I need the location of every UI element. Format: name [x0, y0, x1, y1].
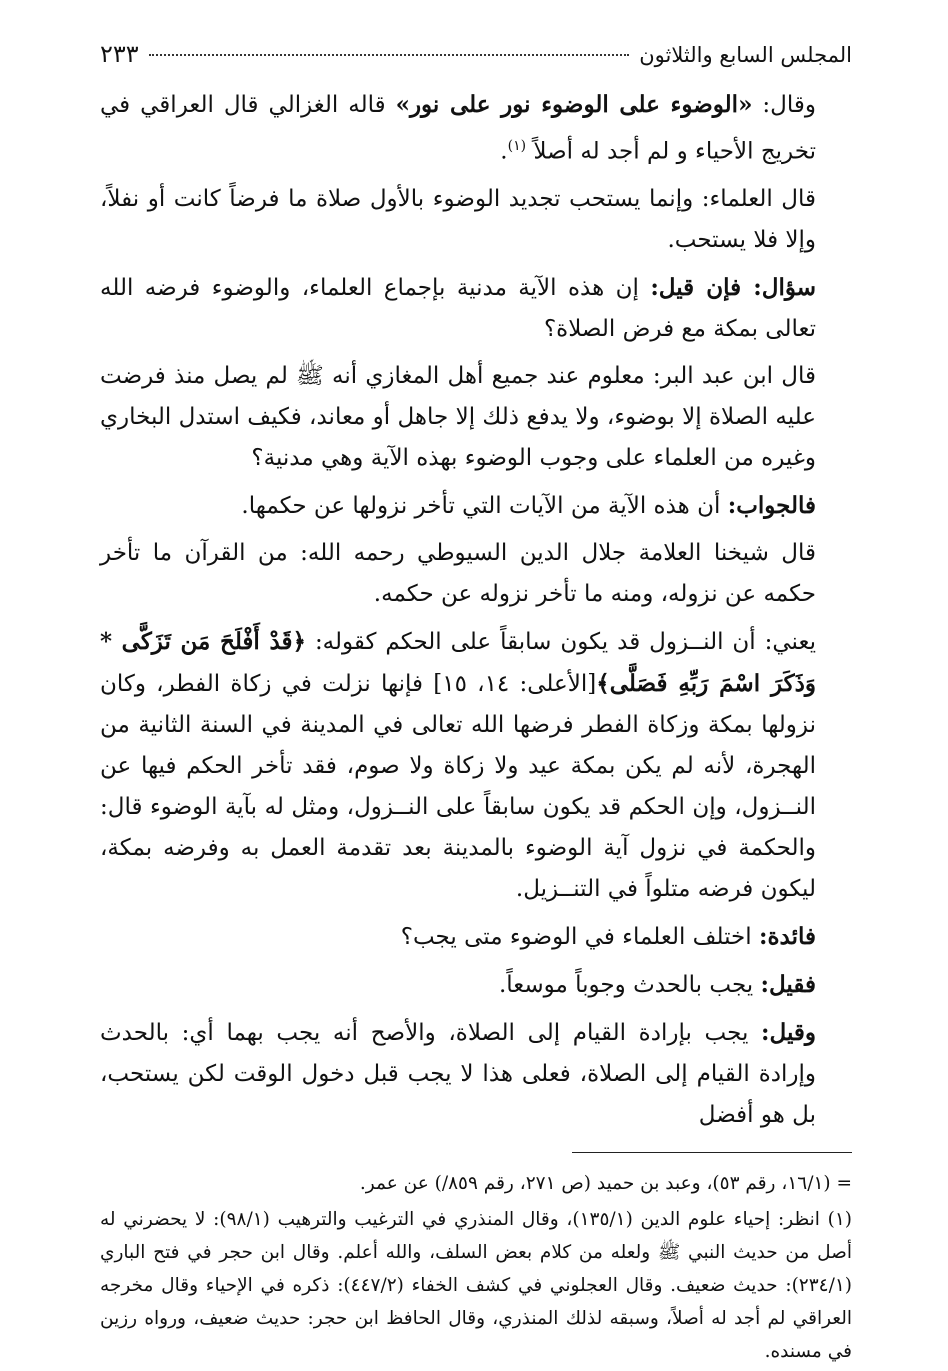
- text: اختلف العلماء في الوضوء متى يجب؟: [400, 923, 759, 950]
- main-text: [100, 84, 852, 1136]
- footnote-continuation: = (١٦/١، رقم ٥٣)، وعبد بن حميد (ص ٢٧١، رقم ٨٥٩/) عن عمر.: [359, 1172, 852, 1194]
- text: قال شيخنا العلامة جلال الدين السيوطي رحمه الله: من القرآن ما تأخر حكمه عن نزوله، ومنه ما تأخر نزوله عن حكمه.: [100, 539, 816, 607]
- paragraph-9: [100, 964, 852, 1006]
- page-number: ٢٣٣: [100, 40, 139, 68]
- paragraph-1: [100, 84, 852, 173]
- text: وقال:: [752, 92, 816, 118]
- text: إن هذه الآية مدنية بإجماع العلماء، والوضوء فرضه الله تعالى بمكة مع فرض الصلاة؟: [100, 274, 816, 342]
- paragraph-5: [100, 485, 852, 527]
- text: .: [500, 138, 508, 165]
- paragraph-4: [100, 356, 852, 479]
- paragraph-7: [100, 621, 852, 910]
- text: قاله الغزالي قال العراقي في تخريج الأحياء و لم أجد له أصلاً: [100, 92, 816, 165]
- footnote-separator: [572, 1152, 852, 1153]
- paragraph-10: [100, 1012, 852, 1136]
- lead-term: وقيل:: [761, 1018, 816, 1046]
- footnote-1: (١) انظر: إحياء علوم الدين (١٣٥/١)، وقال المنذري في الترغيب والترهيب (٩٨/١): لا يحضرني له أصل من حديث النبي ﷺ ولعله من كلام بعض السلف، والله أعلم. وقال ابن حجر في فتح الباري (٢٣٤/١): حديث ضعيف. وقال العجلوني في كشف الخفاء (٤٤٧/٢): ذكره في الإحياء وقال مخرجه العراقي لم أجد له أصلاً، وسبقه لذلك المنذري، وقال الحافظ ابن حجر: حديث ضعيف، ورواه رزين في مسنده.: [100, 1208, 852, 1362]
- book-page: [100, 40, 852, 1371]
- text: قال العلماء: وإنما يستحب تجديد الوضوء بالأول صلاة ما فرضاً كانت أو نفلاً، وإلا فلا يستحب.: [100, 185, 816, 253]
- page-header: [100, 40, 852, 84]
- lead-term: سؤال: فإن قيل:: [650, 273, 816, 301]
- footnote-ref: (١): [507, 138, 527, 154]
- dotted-leader: [149, 54, 630, 56]
- text: [الأعلى: ١٤، ١٥] فإنها نزلت في زكاة الفطر، وكان نزولها بمكة وزكاة الفطر فرضها الله تعالى في المدينة في السنة الثانية من الهجرة، لأنه لم يكن بمكة عيد ولا زكاة ولا صوم، فقد تأخر الحكم فيها عن النــزول، وإن الحكم قد يكون سابقاً على النــزول، ومثل له بآية الوضوء قال: والحكمة في نزول آية الوضوء بالمدينة بعد تقدمة العمل به وفرضه بمكة، ليكون فرضه متلواً في التنــزيل.: [100, 670, 816, 902]
- paragraph-6: [100, 533, 852, 615]
- lead-term: فقيل:: [760, 970, 816, 998]
- text: قال ابن عبد البر: معلوم عند جميع أهل المغازي أنه ﷺ لم يصل منذ فرضت عليه الصلاة إلا بوضوء، ولا يدفع ذلك إلا جاهل أو معاند، فكيف استدل البخاري وغيره من العلماء على وجوب الوضوء بهذه الآية وهي مدنية؟: [99, 362, 816, 471]
- running-title: المجلس السابع والثلاثون: [639, 43, 852, 67]
- paragraph-8: [100, 916, 852, 958]
- text: يجب بالحدث وجوباً موسعاً.: [498, 971, 761, 998]
- text: يجب بإرادة القيام إلى الصلاة، والأصح أنه يجب بهما أي: بالحدث وإرادة القيام إلى الصلاة، فعلى هذا لا يجب قبل دخول الوقت لكن يستحب، بل هو أفضل: [100, 1019, 816, 1128]
- quoted-hadith: «الوضوء على الوضوء نور على نور»: [395, 91, 753, 118]
- paragraph-2: [100, 179, 852, 261]
- text: يعني: أن النــزول قد يكون سابقاً على الحكم كقوله:: [306, 628, 816, 655]
- paragraph-3: [100, 267, 852, 350]
- text: أن هذه الآية من الآيات التي تأخر نزولها عن حكمها.: [241, 492, 728, 519]
- footnotes: [100, 1167, 852, 1368]
- lead-term: فالجواب:: [727, 491, 816, 519]
- lead-term: فائدة:: [758, 922, 816, 950]
- quran-verse: ﴿قَدْ أَفْلَحَ مَن تَزَكَّى * وَذَكَرَ اسْمَ رَبِّهِ فَصَلَّى﴾: [100, 627, 816, 697]
